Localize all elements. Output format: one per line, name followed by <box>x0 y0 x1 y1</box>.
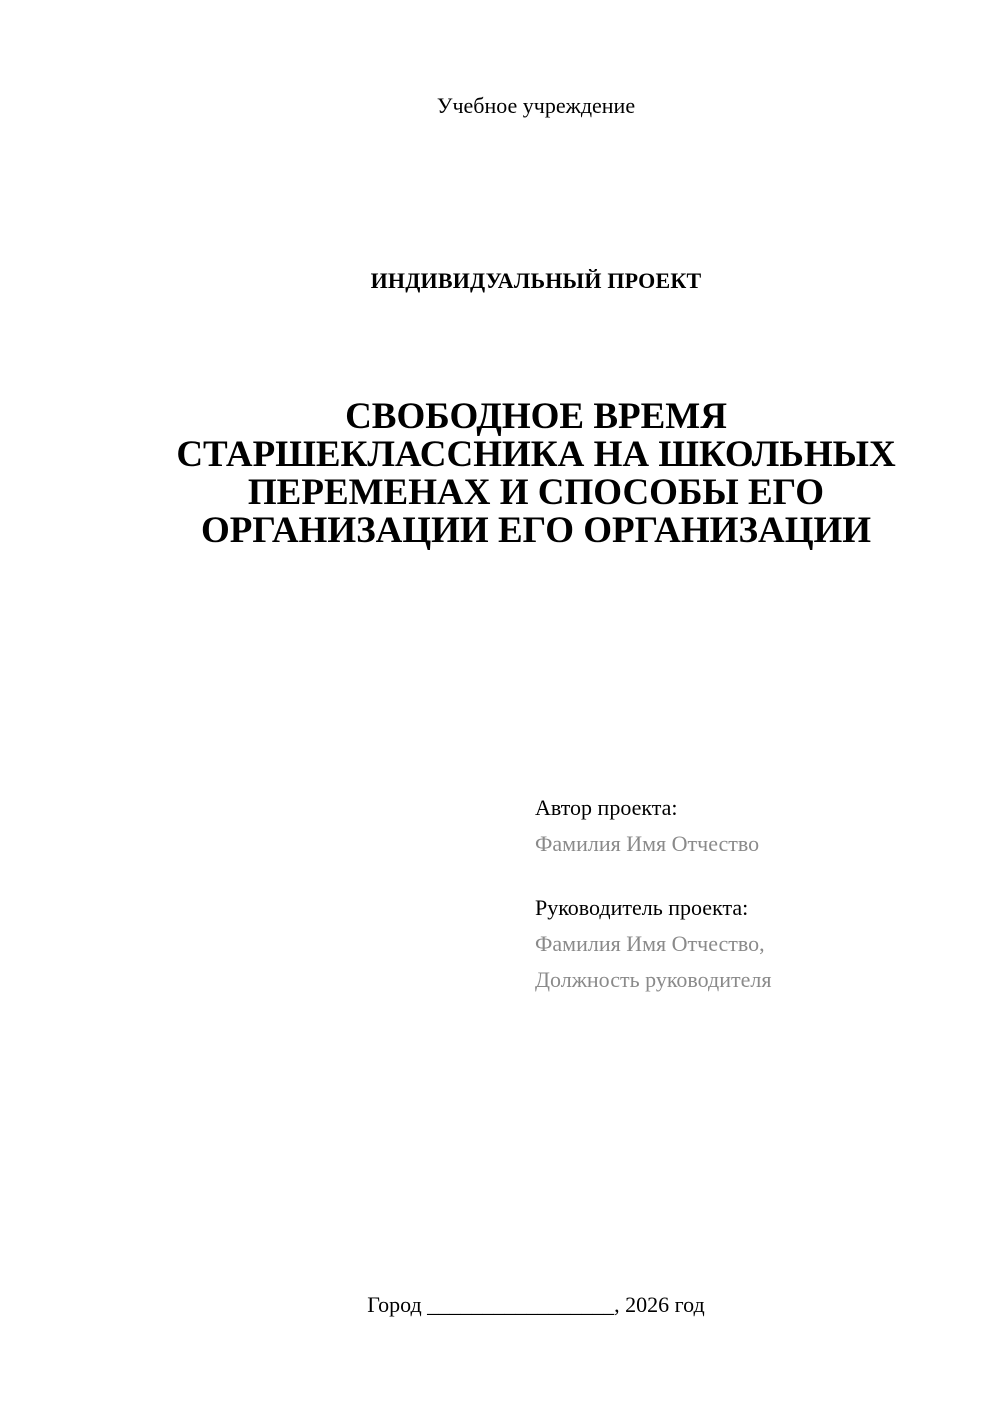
supervisor-label: Руководитель проекта: <box>535 895 749 920</box>
supervisor-position: Должность руководителя <box>535 967 772 992</box>
city-year-line: Город _________________, 2026 год <box>367 1292 705 1317</box>
author-label: Автор проекта: <box>535 795 678 820</box>
institution-name: Учебное учреждение <box>436 93 636 118</box>
document-type: ИНДИВИДУАЛЬНЫЙ ПРОЕКТ <box>370 268 702 293</box>
title-line-2: СТАРШЕКЛАССНИКА НА ШКОЛЬНЫХ <box>176 434 896 475</box>
project-credits <box>535 790 975 998</box>
project-title <box>130 398 942 550</box>
credits-spacer <box>535 862 975 890</box>
title-line-3: ПЕРЕМЕНАХ И СПОСОБЫ ЕГО <box>247 472 825 513</box>
title-line-4: ОРГАНИЗАЦИИ ЕГО ОРГАНИЗАЦИИ <box>200 510 872 551</box>
author-name: Фамилия Имя Отчество <box>535 831 760 856</box>
supervisor-name: Фамилия Имя Отчество, <box>535 931 765 956</box>
title-line-1: СВОБОДНОЕ ВРЕМЯ <box>345 396 727 437</box>
